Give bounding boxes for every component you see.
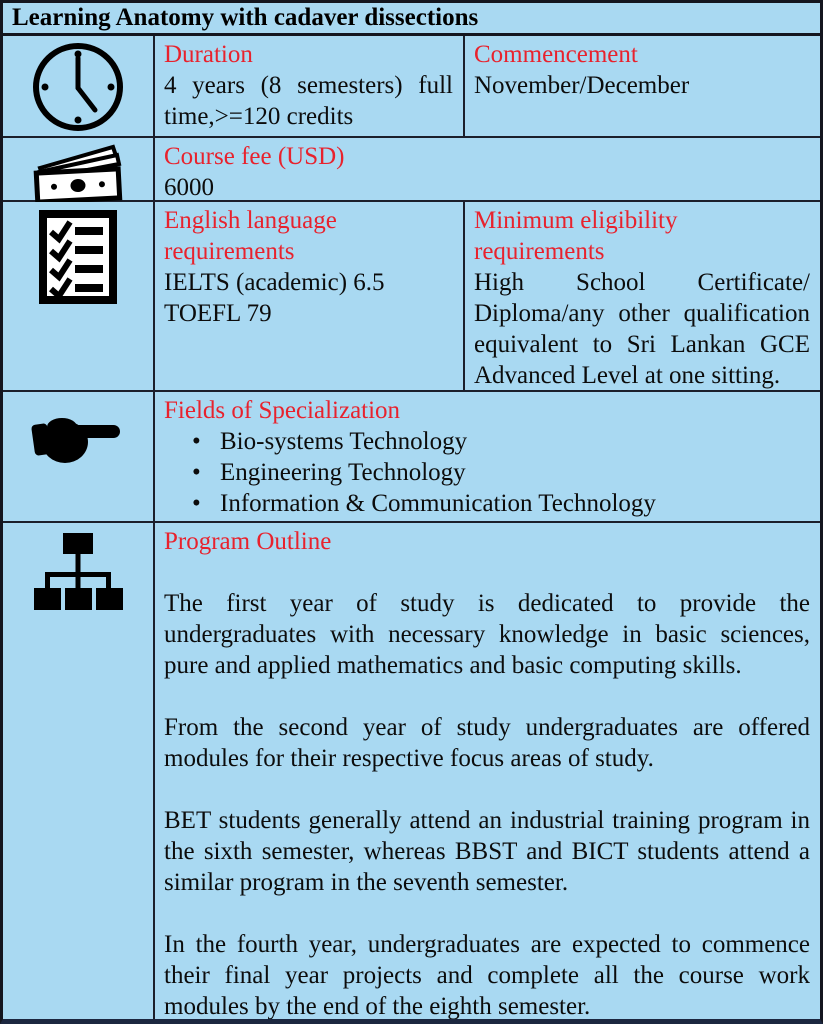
- bullet-marker: •: [192, 428, 201, 455]
- duration-icon-cell: [3, 36, 155, 136]
- english-requirements-cell: [155, 202, 465, 390]
- eligibility-value: High School Certificate/ Diploma/any other qualification equivalent to Sri Lankan GCE Advanced Level at one sitting.: [474, 269, 810, 389]
- eligibility-cell: [465, 202, 820, 390]
- specialization-label: Fields of Specialization: [164, 397, 401, 424]
- specialization-item: Bio-systems Technology: [220, 428, 468, 455]
- specialization-row: [3, 392, 820, 523]
- program-outline-cell: [155, 523, 820, 1022]
- org-chart-icon: [32, 531, 124, 615]
- program-outline-row: [3, 523, 820, 1022]
- specialization-item: Information & Communication Technology: [220, 490, 656, 517]
- ielts-value: IELTS (academic) 6.5: [164, 269, 385, 296]
- course-fee-cell: [155, 138, 820, 200]
- bullet-marker: •: [192, 490, 201, 517]
- checklist-icon: [39, 210, 117, 304]
- course-fee-icon-cell: [3, 138, 155, 200]
- money-icon: [28, 140, 128, 202]
- duration-label: Duration: [164, 41, 253, 68]
- specialization-bullet-1: [164, 426, 810, 457]
- page-title: Learning Anatomy with cadaver dissections: [3, 3, 820, 36]
- english-requirements-label: English language requirements: [164, 207, 337, 265]
- commencement-label: Commencement: [474, 41, 638, 68]
- toefl-value: TOEFL 79: [164, 300, 272, 327]
- program-outline-paragraph-3: BET students generally attend an industrial training program in the sixth semester, whereas BBST and BICT students attend a similar program in the seventh semester.: [164, 807, 810, 896]
- course-fee-value: 6000: [164, 174, 214, 200]
- specialization-bullet-2: [164, 457, 810, 488]
- program-outline-paragraph-4: In the fourth year, undergraduates are expected to commence their final year projects and complete all the course work modules by the end of the eighth semester.: [164, 931, 810, 1020]
- program-outline-label: Program Outline: [164, 528, 332, 555]
- clock-icon: [31, 41, 125, 133]
- duration-value: 4 years (8 semesters) full time,>=120 credits: [164, 72, 453, 130]
- requirements-row: [3, 202, 820, 392]
- specialization-cell: [155, 392, 820, 521]
- specialization-icon-cell: [3, 392, 155, 521]
- course-fee-row: [3, 138, 820, 202]
- requirements-icon-cell: [3, 202, 155, 390]
- pointing-hand-icon: [28, 402, 128, 474]
- eligibility-label: Minimum eligibility requirements: [474, 207, 678, 265]
- program-outline-icon-cell: [3, 523, 155, 1022]
- specialization-bullet-3: [164, 488, 810, 519]
- program-outline-paragraph-1: The first year of study is dedicated to provide the undergraduates with necessary knowledge in basic sciences, pure and applied mathematics and basic computing skills.: [164, 590, 810, 679]
- duration-cell: [155, 36, 465, 136]
- course-fee-label: Course fee (USD): [164, 143, 345, 170]
- specialization-item: Engineering Technology: [220, 459, 466, 486]
- bullet-marker: •: [192, 459, 201, 486]
- commencement-value: November/December: [474, 72, 690, 99]
- commencement-cell: [465, 36, 820, 136]
- program-outline-paragraph-2: From the second year of study undergraduates are offered modules for their respective focus areas of study.: [164, 714, 810, 772]
- duration-commencement-row: [3, 36, 820, 138]
